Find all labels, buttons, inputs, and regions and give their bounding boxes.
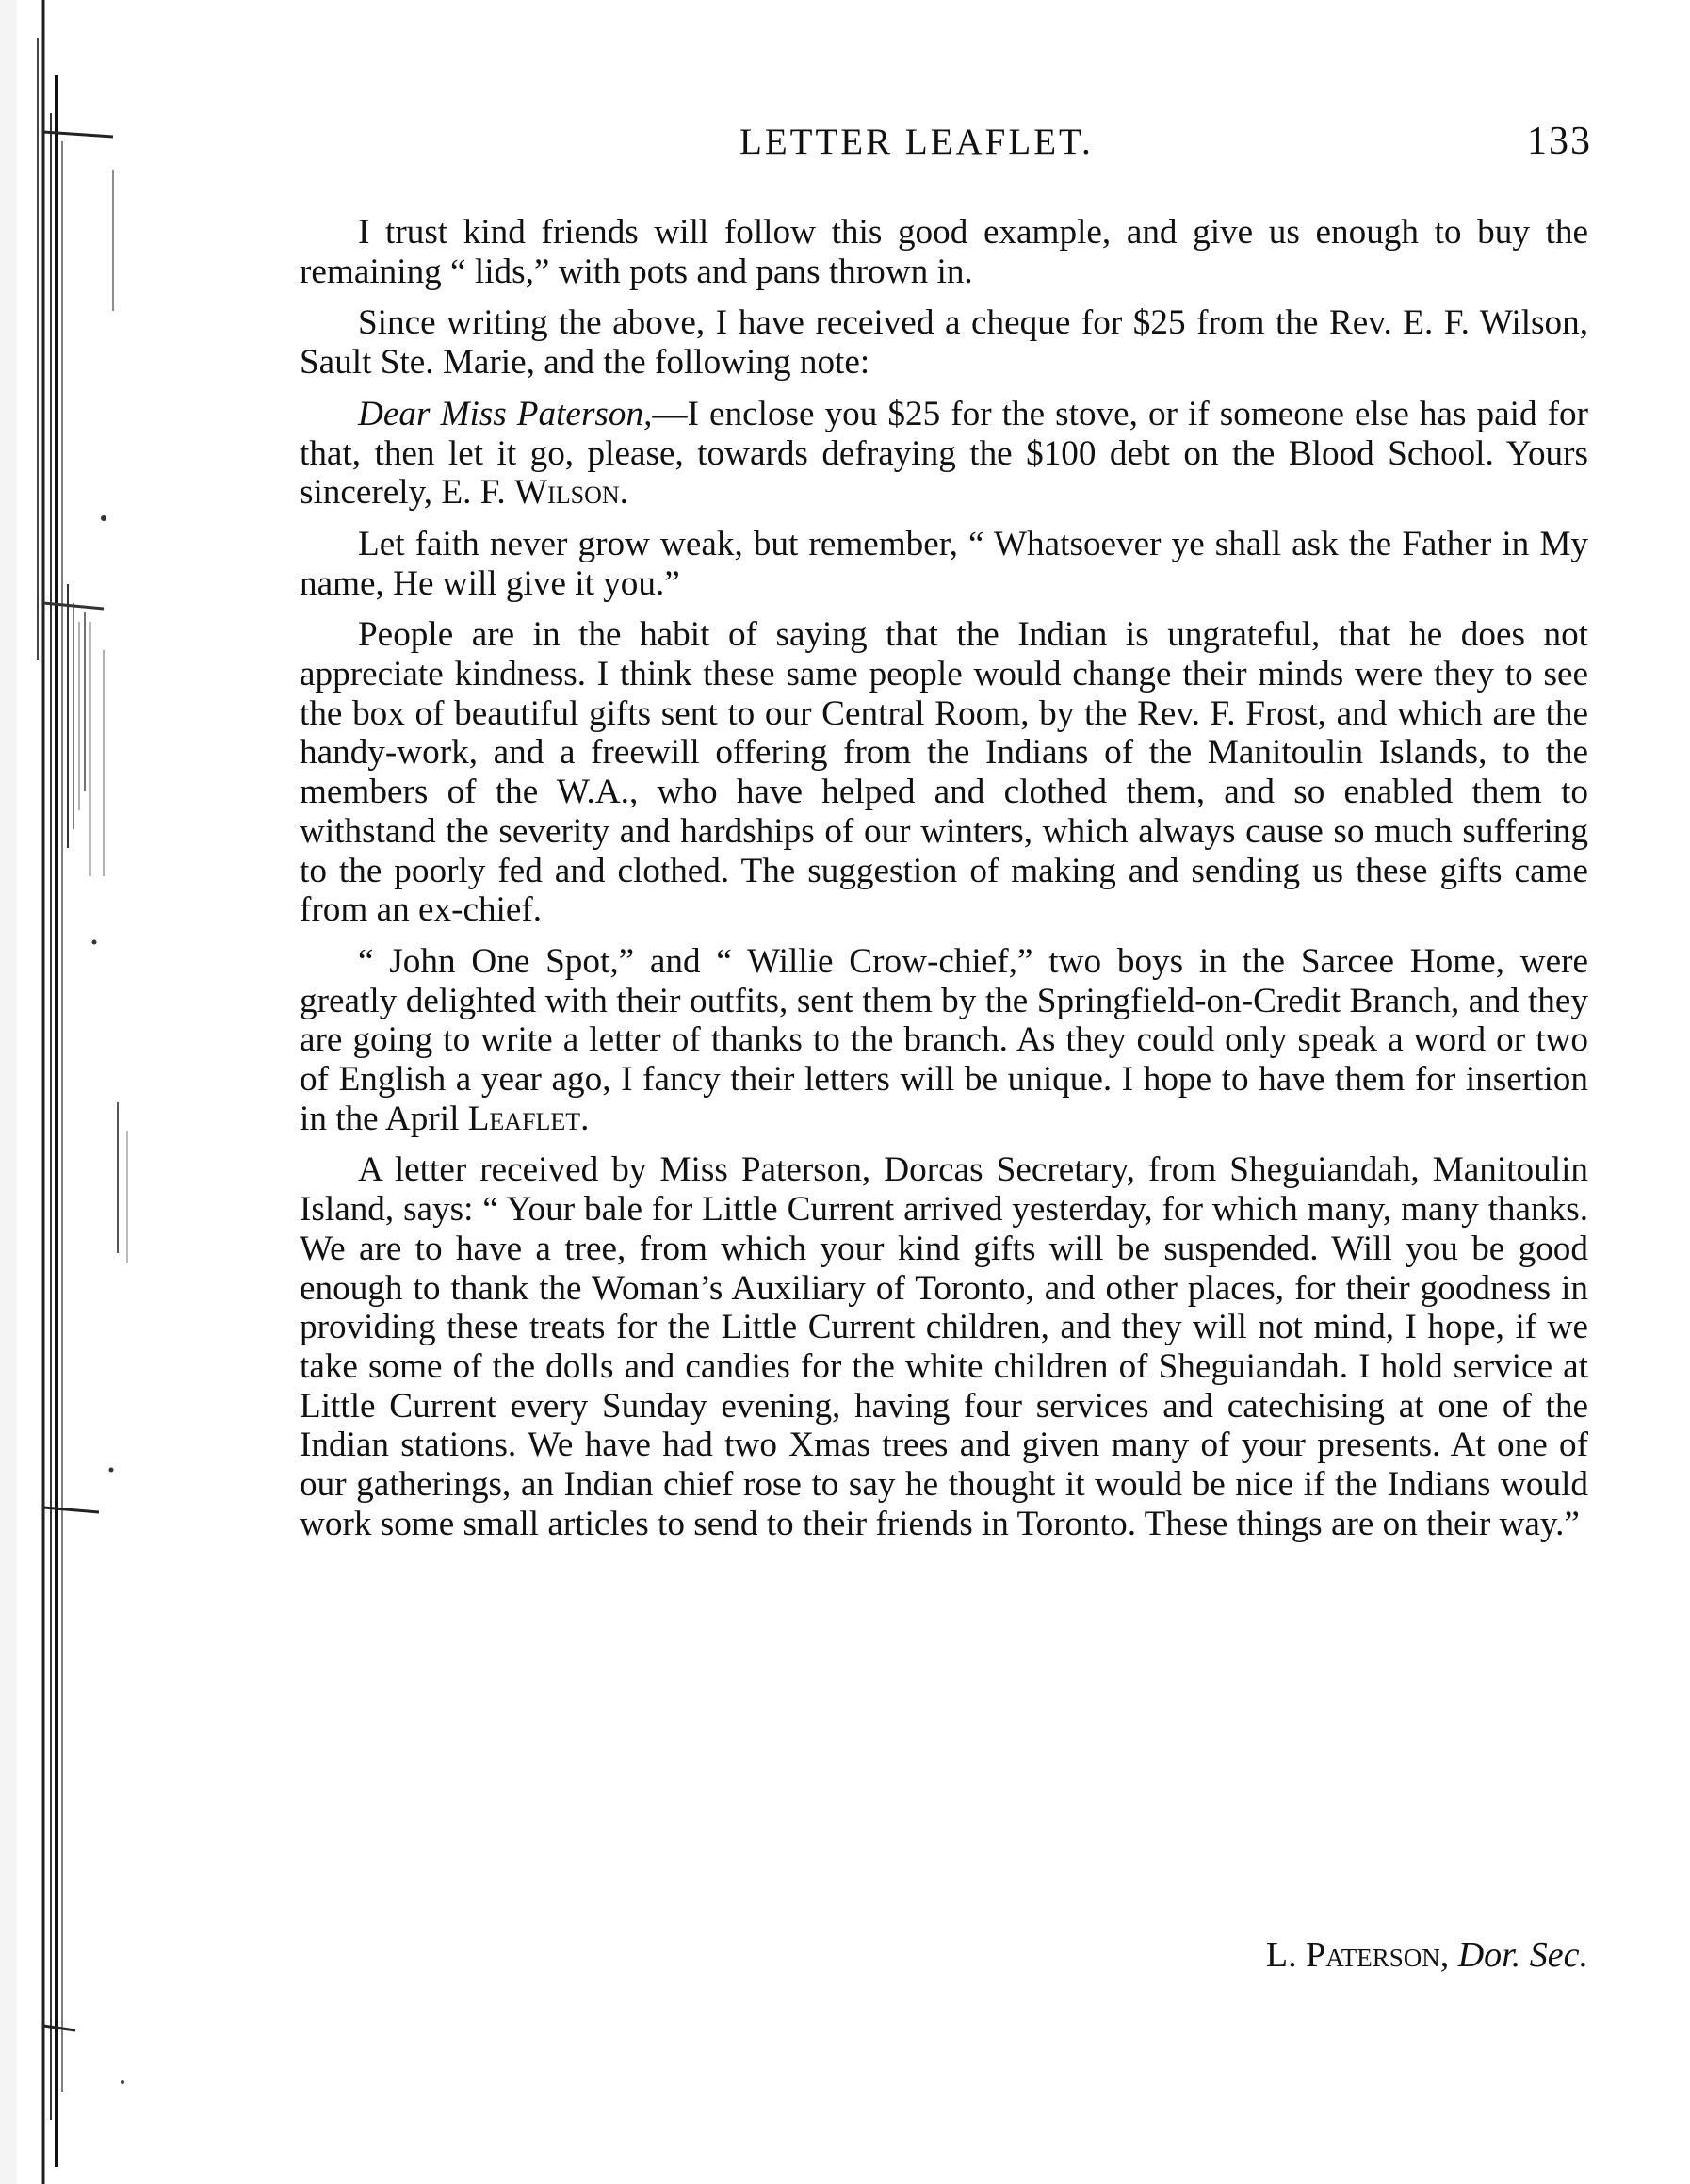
paragraph-4: Let faith never grow weak, but remember, “ Whatsoever ye shall ask the Father in My name, He will give it you.” [300, 524, 1588, 603]
signature-title: Dor. Sec. [1457, 1935, 1588, 1975]
signature-name: L. Paterson, [1265, 1935, 1450, 1975]
paragraph-6 [300, 942, 1588, 1139]
letter-body [300, 213, 1588, 1557]
signature [1266, 1934, 1588, 1976]
note-salutation: Dear Miss Paterson, [358, 394, 653, 433]
running-header [301, 113, 1592, 170]
page-number: 133 [1527, 120, 1592, 163]
paragraph-7: A letter received by Miss Paterson, Dorcas Secretary, from Sheguiandah, Manitoulin Island, says: “ Your bale for Little Current arrived yesterday, for which many, many thanks. We are to have a tree, from which your kind gifts will be suspended. Will you be good enough to thank the Woman’s Auxiliary of Toronto, and other places, for their goodness in providing these treats for the Little Current children, and they will not mind, I hope, if we take some of the dolls and candies for the white children of Sheguiandah. I hold service at Little Current every Sunday evening, having four services and catechising at one of the Indian stations. We have had two Xmas trees and given many of your presents. At one of our gatherings, an Indian chief rose to say he thought it would be nice if the Indians would work some small articles to send to their friends in Toronto. These things are on their way.” [300, 1150, 1588, 1543]
note-body: —I enclose you $25 for the stove, or if someone else has paid for that, then let it go, please, towards defraying the $100 debt on the Blood School. Yours sincerely, E. F. [300, 394, 1588, 513]
paragraph-2: Since writing the above, I have received a cheque for $25 from the Rev. E. F. Wilson, Sault Ste. Marie, and the following note: [300, 303, 1588, 383]
paragraph-3-quoted-note [300, 395, 1588, 513]
note-signature: Wilson. [514, 473, 628, 513]
paragraph-6-text: “ John One Spot,” and “ Willie Crow-chief,” two boys in the Sarcee Home, were greatly delighted with their outfits, sent them by the Springfield-on-Credit Branch, and they are going to write a letter of thanks to the branch. As they could only speak a word or two of English a year ago, I fancy their letters will be unique. I hope to have them for insertion in the April [300, 941, 1588, 1138]
page-binding-edge [0, 0, 141, 2184]
leaflet-small-caps: Leaflet. [467, 1099, 590, 1138]
paragraph-5: People are in the habit of saying that the Indian is ungrateful, that he does not appreciate kindness. I think these same people would change their minds were they to see the box of beautiful gifts sent to our Central Room, by the Rev. F. Frost, and which are the handy-work, and a freewill offering from the Indians of the Manitoulin Islands, to the members of the W.A., who have helped and clothed them, and so enabled them to withstand the severity and hardships of our winters, which always cause so much suffering to the poorly fed and clothed. The suggestion of making and sending us these gifts came from an ex-chief. [300, 615, 1588, 930]
paragraph-1: I trust kind friends will follow this good example, and give us enough to buy the remaining “ lids,” with pots and pans thrown in. [300, 213, 1588, 291]
running-title: LETTER LEAFLET. [739, 122, 1094, 162]
